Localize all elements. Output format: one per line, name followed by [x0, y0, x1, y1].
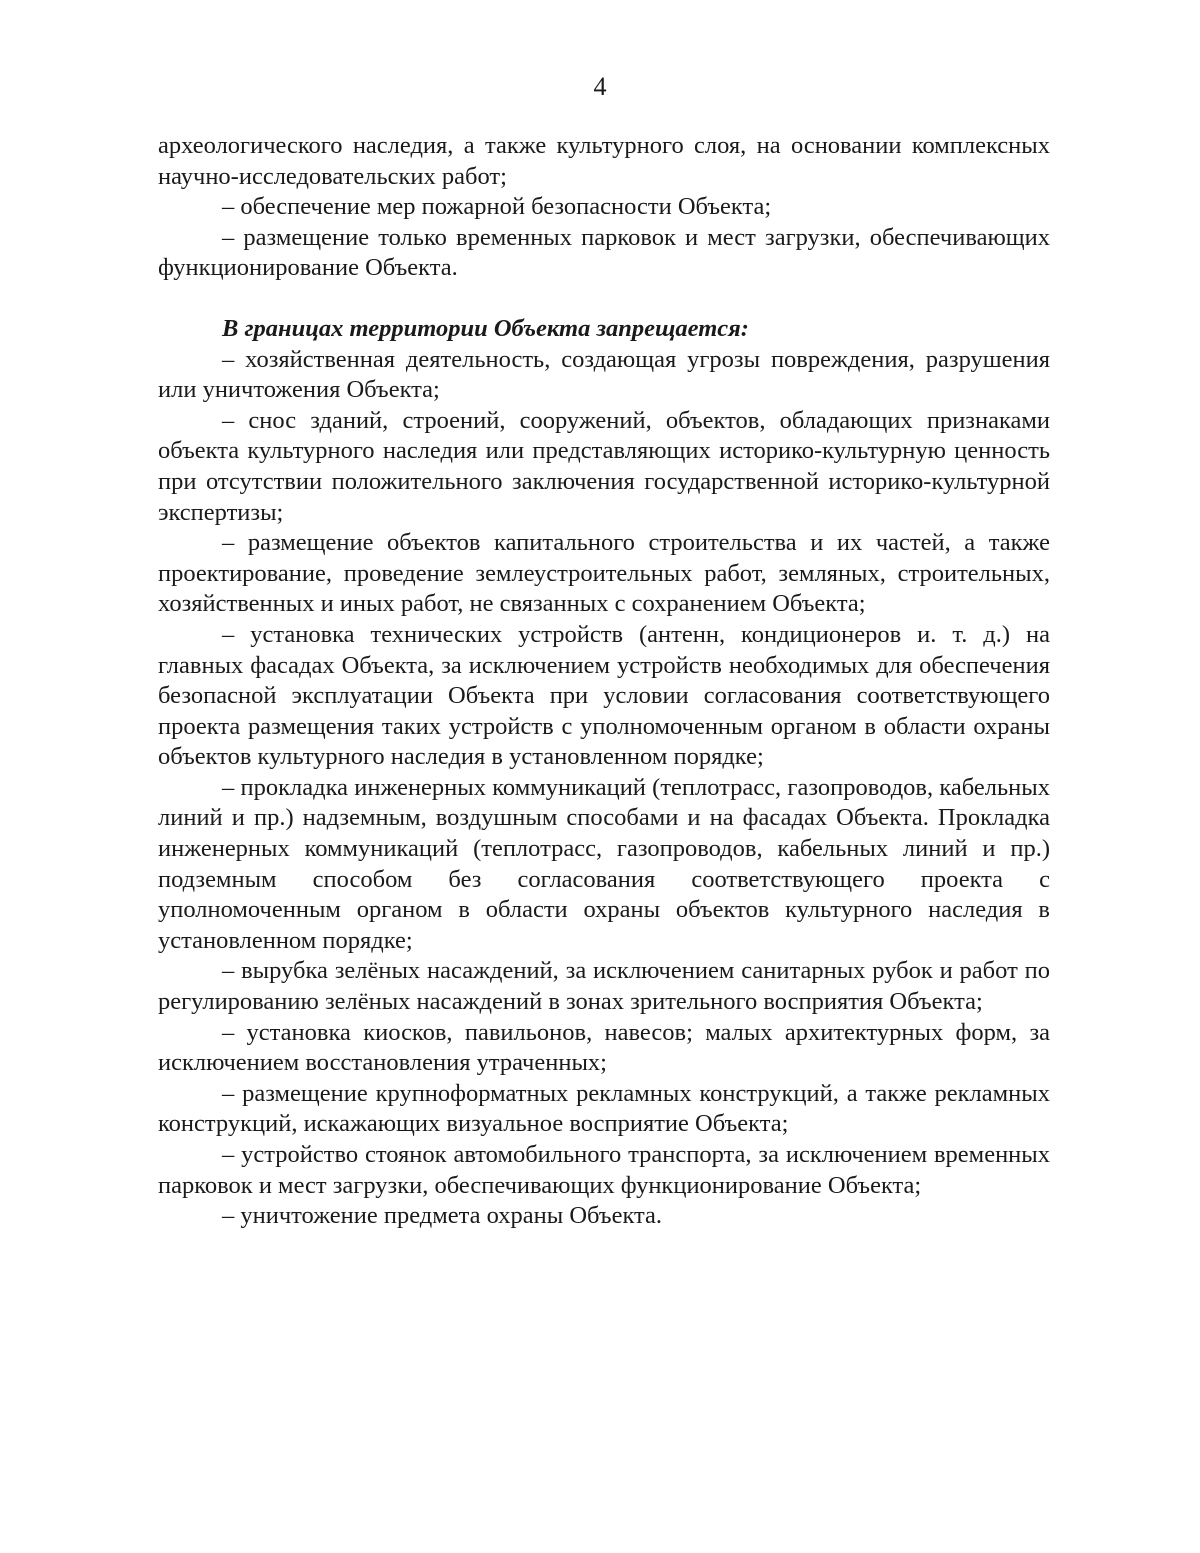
intro-item-temporary-parking: – размещение только временных парковок и мест загрузки, обеспечивающих функционирование Объекта. — [158, 223, 1050, 282]
prohibited-item: – хозяйственная деятельность, создающая угрозы повреждения, разрушения или уничтожения Объекта; — [158, 345, 1050, 404]
prohibited-item: – установка киосков, павильонов, навесов; малых архитектурных форм, за исключением восстановления утраченных; — [158, 1018, 1050, 1077]
page-number: 4 — [593, 72, 607, 101]
intro-item-fire-safety: – обеспечение мер пожарной безопасности Объекта; — [222, 193, 772, 221]
prohibited-item: – размещение крупноформатных рекламных конструкций, а также рекламных конструкций, искажающих визуальное восприятие Объекта; — [158, 1079, 1050, 1138]
document-body — [158, 131, 1050, 1232]
prohibited-item: – уничтожение предмета охраны Объекта. — [222, 1202, 663, 1230]
prohibited-item: – снос зданий, строений, сооружений, объектов, обладающих признаками объекта культурного наследия или представляющих историко-культурную ценность при отсутствии положительного заключения государственной историко-культурной экспертизы; — [158, 406, 1050, 526]
prohibited-item: – вырубка зелёных насаждений, за исключением санитарных рубок и работ по регулированию зелёных насаждений в зонах зрительного восприятия Объекта; — [158, 957, 1050, 1016]
prohibited-heading: В границах территории Объекта запрещается: — [222, 314, 749, 342]
prohibited-item: – установка технических устройств (антенн, кондиционеров и. т. д.) на главных фасадах Объекта, за исключением устройств необходимых для обеспечения безопасной эксплуатации Объекта при условии согласования соответствующего проекта размещения таких устройств с уполномоченным органом в области охраны объектов культурного наследия в установленном порядке; — [158, 620, 1050, 771]
prohibited-item: – размещение объектов капитального строительства и их частей, а также проектирование, проведение землеустроительных работ, земляных, строительных, хозяйственных и иных работ, не связанных с сохранением Объекта; — [158, 529, 1050, 618]
prohibited-item: – прокладка инженерных коммуникаций (теплотрасс, газопроводов, кабельных линий и пр.) надземным, воздушным способами и на фасадах Объекта. Прокладка инженерных коммуникаций (теплотрасс, газопроводов, кабельных линий и пр.) подземным способом без согласования соответствующего проекта с уполномоченным органом в области охраны объектов культурного наследия в установленном порядке; — [158, 773, 1050, 954]
intro-continuation: археологического наследия, а также культурного слоя, на основании комплексных научно-исследовательских работ; — [158, 132, 1050, 190]
prohibited-item: – устройство стоянок автомобильного транспорта, за исключением временных парковок и мест загрузки, обеспечивающих функционирование Объекта; — [158, 1141, 1050, 1199]
